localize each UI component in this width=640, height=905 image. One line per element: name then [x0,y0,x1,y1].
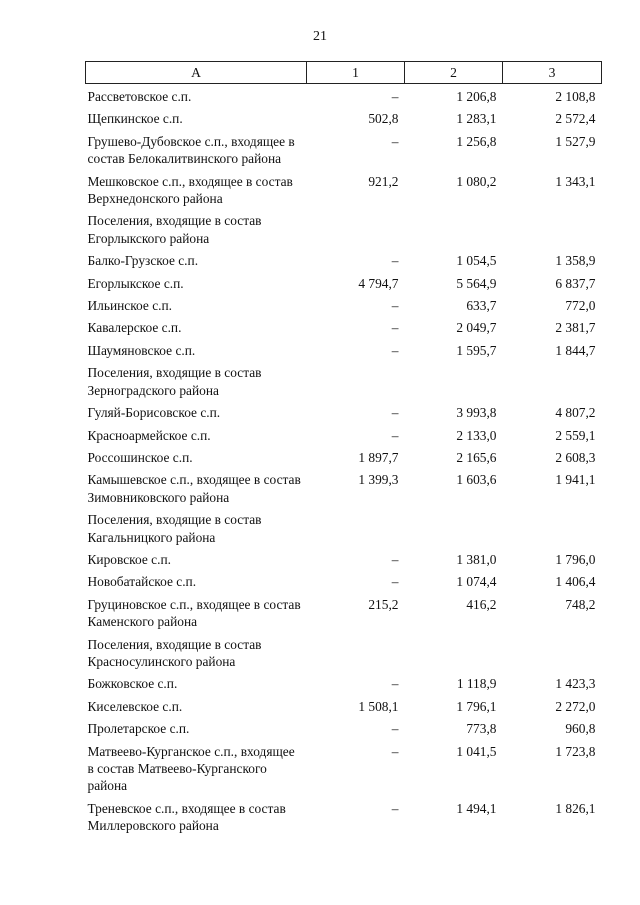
table-body [86,84,602,840]
row-value-col-2: 1 206,8 [456,89,497,104]
row-value-col-3: 960,8 [565,721,596,737]
row-value-col-3: 2 108,8 [555,89,596,104]
row-name-cell: Шаумяновское с.п. [87,342,196,358]
row-name-cell: Гуляй-Борисовское с.п. [87,405,221,421]
table-row [86,297,602,319]
table-row [86,427,602,449]
row-value-col-1: 4 794,7 [358,275,399,291]
table-row [86,252,602,274]
row-value-col-3 [503,212,602,252]
row-value-col-3: 1 343,1 [555,173,596,189]
row-value-col-3: 4 807,2 [555,405,596,421]
row-value-col-3 [503,636,602,676]
table-row [86,110,602,132]
row-name-cell: Киселевское с.п. [87,698,183,714]
row-value-col-3: 772,0 [565,298,596,314]
row-value-col-3: 1 423,3 [555,676,596,692]
row-value-col-2 [405,636,503,676]
row-value-col-2 [405,212,503,252]
row-value-col-1: – [391,800,399,816]
table-row [86,596,602,636]
header-col-2: 2 [405,62,503,84]
table-row [86,173,602,213]
table-header [86,62,602,84]
row-value-col-1: – [391,721,399,737]
row-value-col-2: 2 133,0 [456,427,497,443]
table-row [86,364,602,404]
row-value-col-2: 416,2 [466,596,497,612]
table-row [86,471,602,511]
row-value-col-2: 1 595,7 [456,342,497,358]
row-name-cell: Матвеево-Курганское с.п., входящее в состав Матвеево-Курганского района [87,743,295,794]
row-value-col-2: 1 494,1 [456,800,497,816]
row-value-col-1: – [391,427,399,443]
table-row [86,636,602,676]
table-row [86,212,602,252]
table-row [86,743,602,800]
row-value-col-3: 1 527,9 [555,133,596,149]
row-value-col-1: – [391,676,399,692]
table-row [86,404,602,426]
table-row [86,319,602,341]
row-value-col-2: 1 603,6 [456,472,497,488]
row-value-col-3: 748,2 [565,596,596,612]
row-value-col-3: 2 572,4 [555,111,596,127]
row-value-col-3: 1 358,9 [555,253,596,269]
row-value-col-1: 1 399,3 [358,472,399,488]
row-value-col-2: 2 165,6 [456,449,497,465]
table-row [86,800,602,840]
table-row [86,720,602,742]
row-name-cell: Егорлыкское с.п. [87,275,184,291]
row-value-col-1 [307,511,405,551]
row-name-cell: Россошинское с.п. [87,449,193,465]
row-value-col-2: 633,7 [466,298,497,314]
row-value-col-1: – [391,574,399,590]
row-value-col-1: 1 508,1 [358,698,399,714]
row-value-col-3: 1 826,1 [555,800,596,816]
row-value-col-1 [307,212,405,252]
row-value-col-2: 1 080,2 [456,173,497,189]
row-value-col-2: 1 054,5 [456,253,497,269]
row-name-cell: Новобатайское с.п. [87,574,197,590]
row-value-col-2: 1 256,8 [456,133,497,149]
row-name-cell: Кировское с.п. [87,551,171,567]
row-value-col-1: – [391,320,399,336]
row-value-col-2: 2 049,7 [456,320,497,336]
row-value-col-2: 5 564,9 [456,275,497,291]
header-col-a: А [86,62,307,84]
table-row [86,573,602,595]
row-name-cell: Поселения, входящие в состав Зерноградского района [87,365,262,398]
row-value-col-1 [307,364,405,404]
row-value-col-2: 1 796,1 [456,698,497,714]
header-col-1: 1 [307,62,405,84]
row-name-cell: Груциновское с.п., входящее в состав Каменского района [87,596,301,630]
row-value-col-3: 1 406,4 [555,574,596,590]
row-value-col-2: 773,8 [466,721,497,737]
row-value-col-3: 1 941,1 [555,472,596,488]
budget-table [85,61,602,840]
row-value-col-1: – [391,342,399,358]
row-value-col-3: 2 381,7 [555,320,596,336]
row-value-col-3: 2 608,3 [555,449,596,465]
row-value-col-1: 215,2 [368,596,399,612]
table-row [86,511,602,551]
row-value-col-1: 502,8 [368,111,399,127]
row-name-cell: Поселения, входящие в состав Егорлыкского района [87,213,262,246]
row-name-cell: Камышевское с.п., входящее в состав Зимовниковского района [87,472,301,505]
row-value-col-2: 1 041,5 [456,743,497,759]
row-value-col-3: 1 796,0 [555,551,596,567]
table-row [86,698,602,720]
row-value-col-3 [503,364,602,404]
table-row [86,133,602,173]
row-value-col-2: 1 283,1 [456,111,497,127]
table-row [86,551,602,573]
row-name-cell: Поселения, входящие в состав Красносулинского района [87,636,262,669]
row-value-col-1: 921,2 [368,173,399,189]
table-row [86,84,602,111]
table-row [86,449,602,471]
row-value-col-3: 1 723,8 [555,743,596,759]
row-value-col-1: – [391,551,399,567]
row-value-col-2: 1 118,9 [456,676,497,692]
row-name-cell: Кавалерское с.п. [87,320,182,336]
row-name-cell: Поселения, входящие в состав Кагальницкого района [87,512,262,545]
row-value-col-3: 6 837,7 [555,275,596,291]
row-name-cell: Божковское с.п. [87,676,178,692]
row-value-col-1 [307,636,405,676]
row-name-cell: Пролетарское с.п. [87,721,190,737]
row-name-cell: Ильинское с.п. [87,298,173,314]
row-value-col-2 [405,364,503,404]
row-name-cell: Треневское с.п., входящее в состав Миллеровского района [87,800,286,834]
row-value-col-1: – [391,133,399,149]
table-row [86,675,602,697]
row-name-cell: Мешковское с.п., входящее в состав Верхнедонского района [87,173,293,207]
row-value-col-2 [405,511,503,551]
table-row [86,275,602,297]
row-value-col-2: 1 074,4 [456,574,497,590]
row-value-col-3: 1 844,7 [555,342,596,358]
row-value-col-1: – [391,253,399,269]
row-value-col-2: 1 381,0 [456,551,497,567]
row-value-col-1: – [391,405,399,421]
row-value-col-1: – [391,298,399,314]
row-name-cell: Красноармейское с.п. [87,427,211,443]
row-value-col-3: 2 559,1 [555,427,596,443]
row-value-col-1: – [391,89,399,104]
row-name-cell: Рассветовское с.п. [87,89,192,104]
row-name-cell: Щепкинское с.п. [87,111,183,127]
row-name-cell: Балко-Грузское с.п. [87,253,199,269]
header-col-3: 3 [503,62,602,84]
page-number: 21 [313,29,327,44]
row-value-col-3 [503,511,602,551]
table-row [86,342,602,364]
row-value-col-2: 3 993,8 [456,405,497,421]
row-value-col-3: 2 272,0 [555,698,596,714]
row-value-col-1: 1 897,7 [358,449,399,465]
row-name-cell: Грушево-Дубовское с.п., входящее в состав Белокалитвинского района [87,133,295,167]
row-value-col-1: – [391,743,399,759]
